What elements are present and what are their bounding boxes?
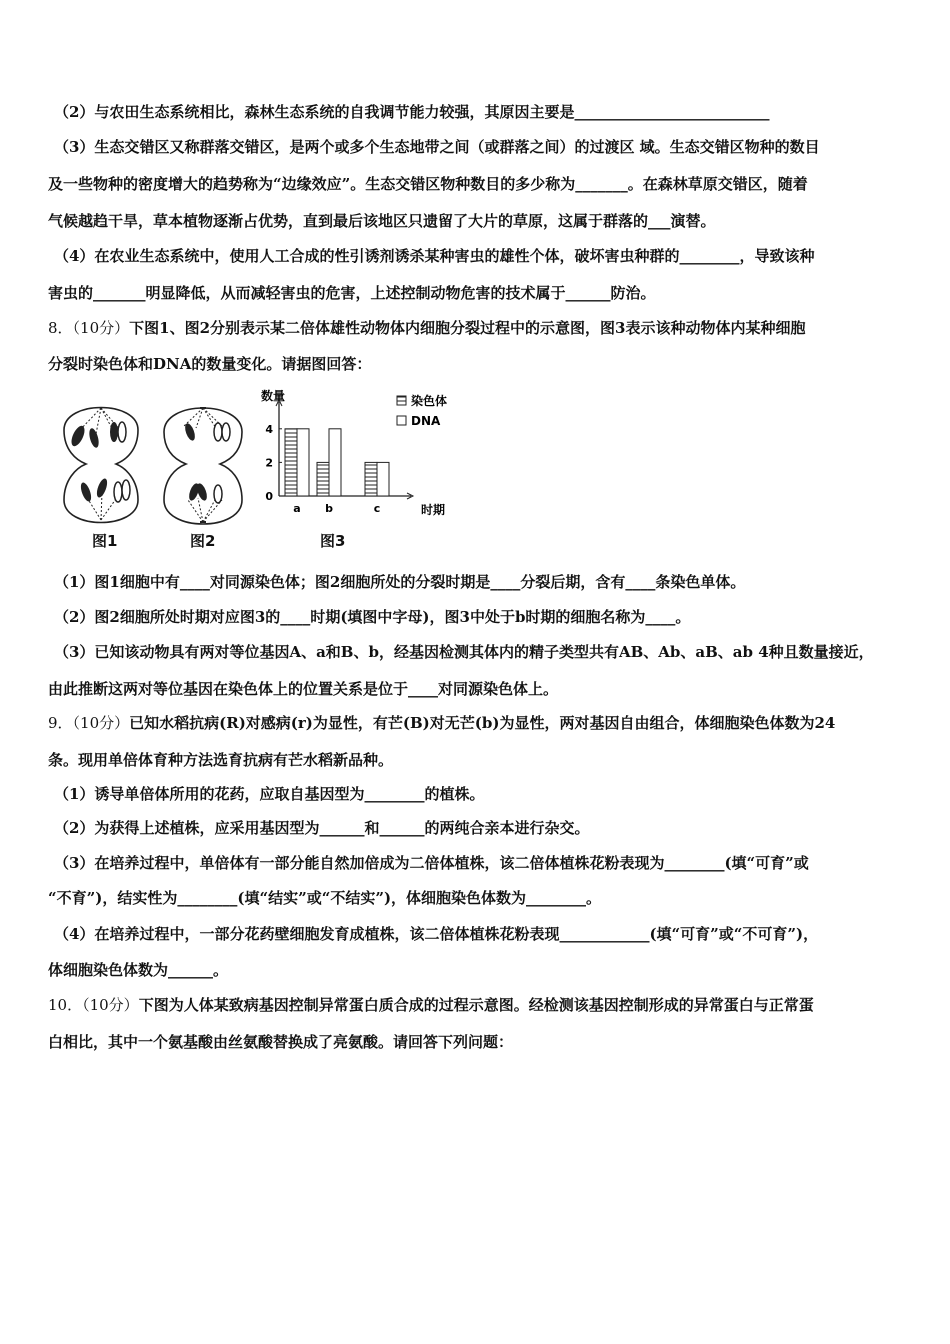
bar-a-chromosome [285, 429, 297, 496]
q8-number: 8．（10分） [48, 319, 130, 337]
q9-part4-line2: 体细胞染色体数为______。 [48, 961, 229, 979]
q8-part3-line2: 由此推断这两对等位基因在染色体上的位置关系是位于____对同源染色体上。 [48, 680, 559, 698]
q10-stem-text: 下图为人体某致病基因控制异常蛋白质合成的过程示意图。经检测该基因控制形成的异常蛋白与正常蛋 [138, 996, 814, 1014]
y-axis-label: 数量 [261, 389, 286, 403]
figure1-cell [64, 408, 138, 523]
q9-part1: （1）诱导单倍体所用的花药，应取自基因型为________的植株。 [54, 785, 485, 803]
x-tick-label: b [325, 502, 333, 515]
legend-swatch [397, 396, 406, 405]
q7-part3-line2: 及一些物种的密度增大的趋势称为“边缘效应”。生态交错区物种数目的多少称为_______。在森林草原交错区，随着 [48, 175, 808, 193]
q7-part2: （2）与农田生态系统相比，森林生态系统的自我调节能力较强，其原因主要是__________________________ [54, 103, 770, 121]
figure1-caption: 图1 [92, 532, 118, 550]
bar-a-dna [297, 429, 309, 496]
q9-part4-line1: （4）在培养过程中，一部分花药壁细胞发育成植株，该二倍体植株花粉表现____________(填“可育”或“不可育”)， [54, 925, 819, 943]
q9-stem-text: 已知水稻抗病(R)对感病(r)为显性，有芒(B)对无芒(b)为显性，两对基因自由组合，体细胞染色体数为24 [129, 714, 836, 732]
q8-part2: （2）图2细胞所处时期对应图3的____时期(填图中字母)，图3中处于b时期的细胞名称为____。 [54, 608, 691, 626]
y-tick-label: 4 [265, 422, 273, 436]
x-tick-label: a [293, 502, 301, 515]
x-tick-label: c [373, 502, 381, 515]
q9-stem-line1 [48, 713, 910, 733]
legend-label: 染色体 [411, 394, 448, 408]
y-tick-label: 0 [265, 490, 273, 503]
q7-part4-line1: （4）在农业生态系统中，使用人工合成的性引诱剂诱杀某种害虫的雄性个体，破坏害虫种群的________，导致该种 [54, 247, 815, 265]
q8-figures [56, 388, 476, 558]
bar-b-dna [329, 429, 341, 496]
legend-label: DNA [411, 414, 441, 428]
q8-stem-line2: 分裂时染色体和DNA的数量变化。请据图回答： [48, 355, 372, 373]
legend-swatch [397, 416, 406, 425]
figure3-caption: 图3 [320, 532, 346, 550]
q8-stem-text: 下图1、图2分别表示某二倍体雄性动物体内细胞分裂过程中的示意图，图3表示该种动物体内某种细胞 [129, 319, 806, 337]
q8-part1: （1）图1细胞中有____对同源染色体；图2细胞所处的分裂时期是____分裂后期，含有____条染色单体。 [54, 573, 746, 591]
q10-stem-line1 [48, 995, 910, 1015]
q9-part3-line1: （3）在培养过程中，单倍体有一部分能自然加倍成为二倍体植株，该二倍体植株花粉表现为________(填“可育”或 [54, 854, 809, 872]
q10-stem-line2: 白相比，其中一个氨基酸由丝氨酸替换成了亮氨酸。请回答下列问题： [48, 1033, 514, 1051]
q10-number: 10．（10分） [48, 996, 139, 1014]
q7-part3-line3: 气候越趋干旱，草本植物逐渐占优势，直到最后该地区只遗留了大片的草原，这属于群落的___演替。 [48, 212, 716, 230]
q8-part3-line1: （3）已知该动物具有两对等位基因A、a和B、b，经基因检测其体内的精子类型共有AB、Ab、aB、ab 4种且数量接近， [54, 643, 874, 661]
q9-part3-line2: “不育”)，结实性为________(填“结实”或“不结实”)，体细胞染色体数为________。 [48, 889, 602, 907]
figure2-cell [164, 408, 242, 524]
bar-b-chromosome [317, 462, 329, 496]
y-tick-label: 2 [265, 456, 273, 470]
q7-part3-line1: （3）生态交错区又称群落交错区，是两个或多个生态地带之间（或群落之间）的过渡区 域。生态交错区物种的数目 [54, 138, 820, 156]
x-axis-label: 时期 [421, 503, 446, 517]
bar-c-chromosome [365, 462, 377, 496]
q8-stem-line1 [48, 318, 910, 338]
q9-part2: （2）为获得上述植株，应采用基因型为______和______的两纯合亲本进行杂交。 [54, 819, 590, 837]
cell-diagrams [56, 388, 476, 538]
q9-number: 9．（10分） [48, 714, 130, 732]
figure2-caption: 图2 [190, 532, 216, 550]
q9-stem-line2: 条。现用单倍体育种方法选育抗病有芒水稻新品种。 [48, 751, 394, 769]
q7-part4-line2: 害虫的_______明显降低，从而减轻害虫的危害，上述控制动物危害的技术属于______防治。 [48, 284, 656, 302]
bar-c-dna [377, 462, 389, 496]
figure3-chart [261, 388, 447, 517]
